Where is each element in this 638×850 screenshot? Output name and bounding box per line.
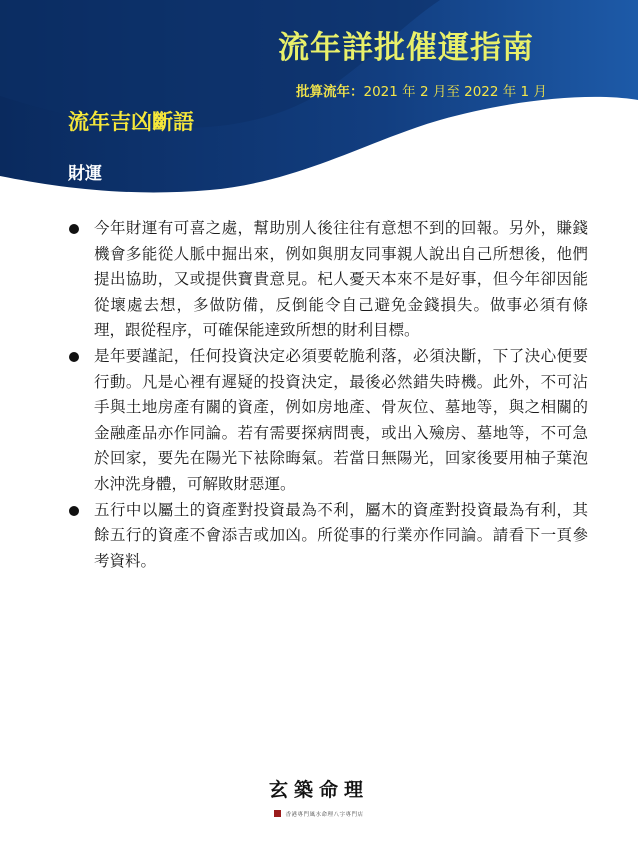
bullet-icon [69, 224, 79, 234]
list-item [68, 344, 588, 498]
bullet-icon [69, 506, 79, 516]
section-title: 流年吉凶斷語 [68, 110, 194, 134]
brand-tagline-row [274, 810, 363, 818]
brand-tagline: 香港專門風水命理八字專門店 [285, 811, 364, 818]
fortune-list [68, 216, 588, 574]
footer-logo [0, 775, 638, 821]
paragraph-text: 五行中以屬土的資產對投資最為不利，屬木的資產對投資最為有利，其餘五行的資產不會添吉或加凶。所從事的行業亦作同論。請看下一頁參考資料。 [94, 500, 588, 570]
brand-logo-text: 玄築命理 [268, 779, 369, 801]
bullet-icon [69, 352, 79, 362]
period-line [296, 80, 547, 100]
list-item [68, 498, 588, 575]
header-banner [0, 0, 638, 200]
subsection-title: 財運 [68, 164, 102, 184]
document-title: 流年詳批催運指南 [278, 30, 534, 66]
list-item [68, 216, 588, 344]
seal-icon [274, 810, 281, 817]
period-label: 批算流年： [296, 84, 364, 100]
paragraph-text: 今年財運有可喜之處，幫助別人後往往有意想不到的回報。另外，賺錢機會多能從人脈中掘出來，例如與朋友同事親人說出自己所想後，他們提出協助，又或提供寶貴意見。杞人憂天本來不是好事，但今年卻因能從壞處去想，多做防備，反倒能令自己避免金錢損失。做事必須有條理，跟從程序，可確保能達致所想的財利目標。 [94, 219, 588, 340]
paragraph-text: 是年要謹記，任何投資決定必須要乾脆利落，必須決斷，下了決心便要行動。凡是心裡有遲疑的投資決定，最後必然錯失時機。此外，不可沾手與土地房產有關的資產，例如房地產、骨灰位、墓地等，與之相關的金融產品亦作同論。若有需要探病問喪，或出入殮房、墓地等，不可急於回家，要先在陽光下袪除晦氣。若當日無陽光，回家後要用柚子葉泡水沖洗身體，可解敗財惡運。 [94, 346, 588, 493]
period-value: 2021 年 2 月至 2022 年 1 月 [363, 84, 547, 100]
